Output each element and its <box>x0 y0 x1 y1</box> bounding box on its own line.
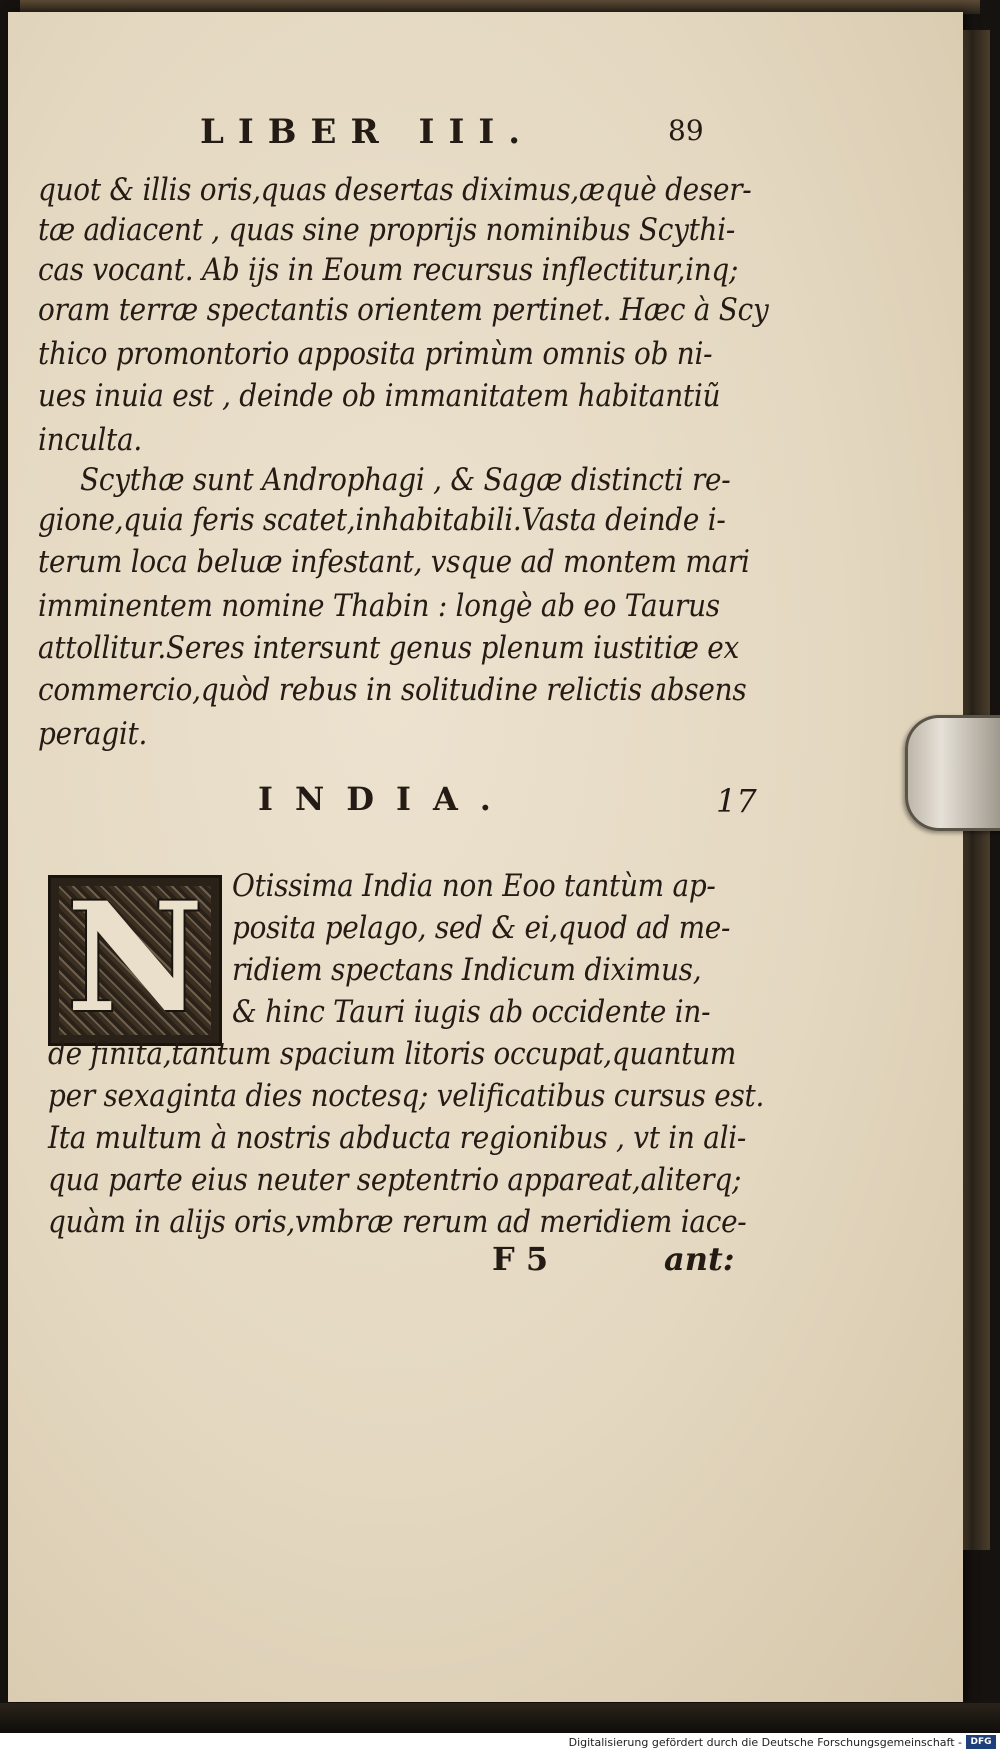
text-line: Ita multum à nostris abducta regionibus , vt in ali- <box>48 1120 747 1156</box>
text-line: tæ adiacent , quas sine proprijs nominibus Scythi- <box>38 212 736 248</box>
text-line: & hinc Tauri iugis ab occidente in- <box>232 994 711 1030</box>
text-line: oram terræ spectantis orientem pertinet. Hæc à Scy <box>38 292 769 328</box>
text-line: Otissima India non Eoo tantùm ap- <box>232 868 716 904</box>
footer-credit: Digitalisierung gefördert durch die Deutsche Forschungsgemeinschaft - <box>568 1736 962 1749</box>
text-line: gione,quia feris scatet,inhabitabili.Vasta deinde i- <box>38 502 726 538</box>
text-line: Scythæ sunt Androphagi , & Sagæ distincti re- <box>80 462 731 498</box>
marginal-number: 17 <box>716 782 757 820</box>
catchword: ant: <box>664 1240 735 1278</box>
text-line: qua parte eius neuter septentrio appareat,aliterq; <box>48 1162 742 1198</box>
digitization-footer <box>0 1733 1000 1752</box>
text-line: thico promontorio apposita primùm omnis ob ni- <box>38 336 713 372</box>
scan-bottom-edge <box>0 1703 1000 1733</box>
bookmark-clip <box>905 715 1000 831</box>
text-line: per sexaginta dies noctesq; velificatibus cursus est. <box>48 1078 765 1114</box>
decorated-initial <box>48 870 222 1046</box>
text-line: posita pelago, sed & ei,quod ad me- <box>232 910 731 946</box>
running-header: LIBER III. <box>200 112 535 152</box>
section-heading: INDIA. <box>258 780 513 818</box>
text-line: terum loca beluæ infestant, vsque ad montem mari <box>38 544 750 580</box>
text-line: quot & illis oris,quas desertas diximus,æquè deser- <box>38 172 752 208</box>
text-line: commercio,quòd rebus in solitudine relictis absens <box>38 672 747 708</box>
text-line: inculta. <box>38 422 142 458</box>
text-line: de finita,tantum spacium litoris occupat,quantum <box>48 1036 737 1072</box>
initial-letter: N <box>66 870 204 1046</box>
signature-mark: F 5 <box>492 1240 549 1278</box>
text-line: cas vocant. Ab ijs in Eoum recursus inflectitur,inq; <box>38 252 739 288</box>
text-line: ridiem spectans Indicum diximus, <box>232 952 702 988</box>
text-line: ues inuia est , deinde ob immanitatem habitantiũ <box>38 378 721 414</box>
dfg-logo: DFG <box>966 1735 996 1749</box>
text-line: quàm in alijs oris,vmbræ rerum ad meridiem iace- <box>48 1204 747 1240</box>
page-number: 89 <box>668 114 704 147</box>
text-line: imminentem nomine Thabin : longè ab eo Taurus <box>38 588 720 624</box>
text-line: attollitur.Seres intersunt genus plenum iustitiæ ex <box>38 630 740 666</box>
text-line: peragit. <box>38 716 148 752</box>
